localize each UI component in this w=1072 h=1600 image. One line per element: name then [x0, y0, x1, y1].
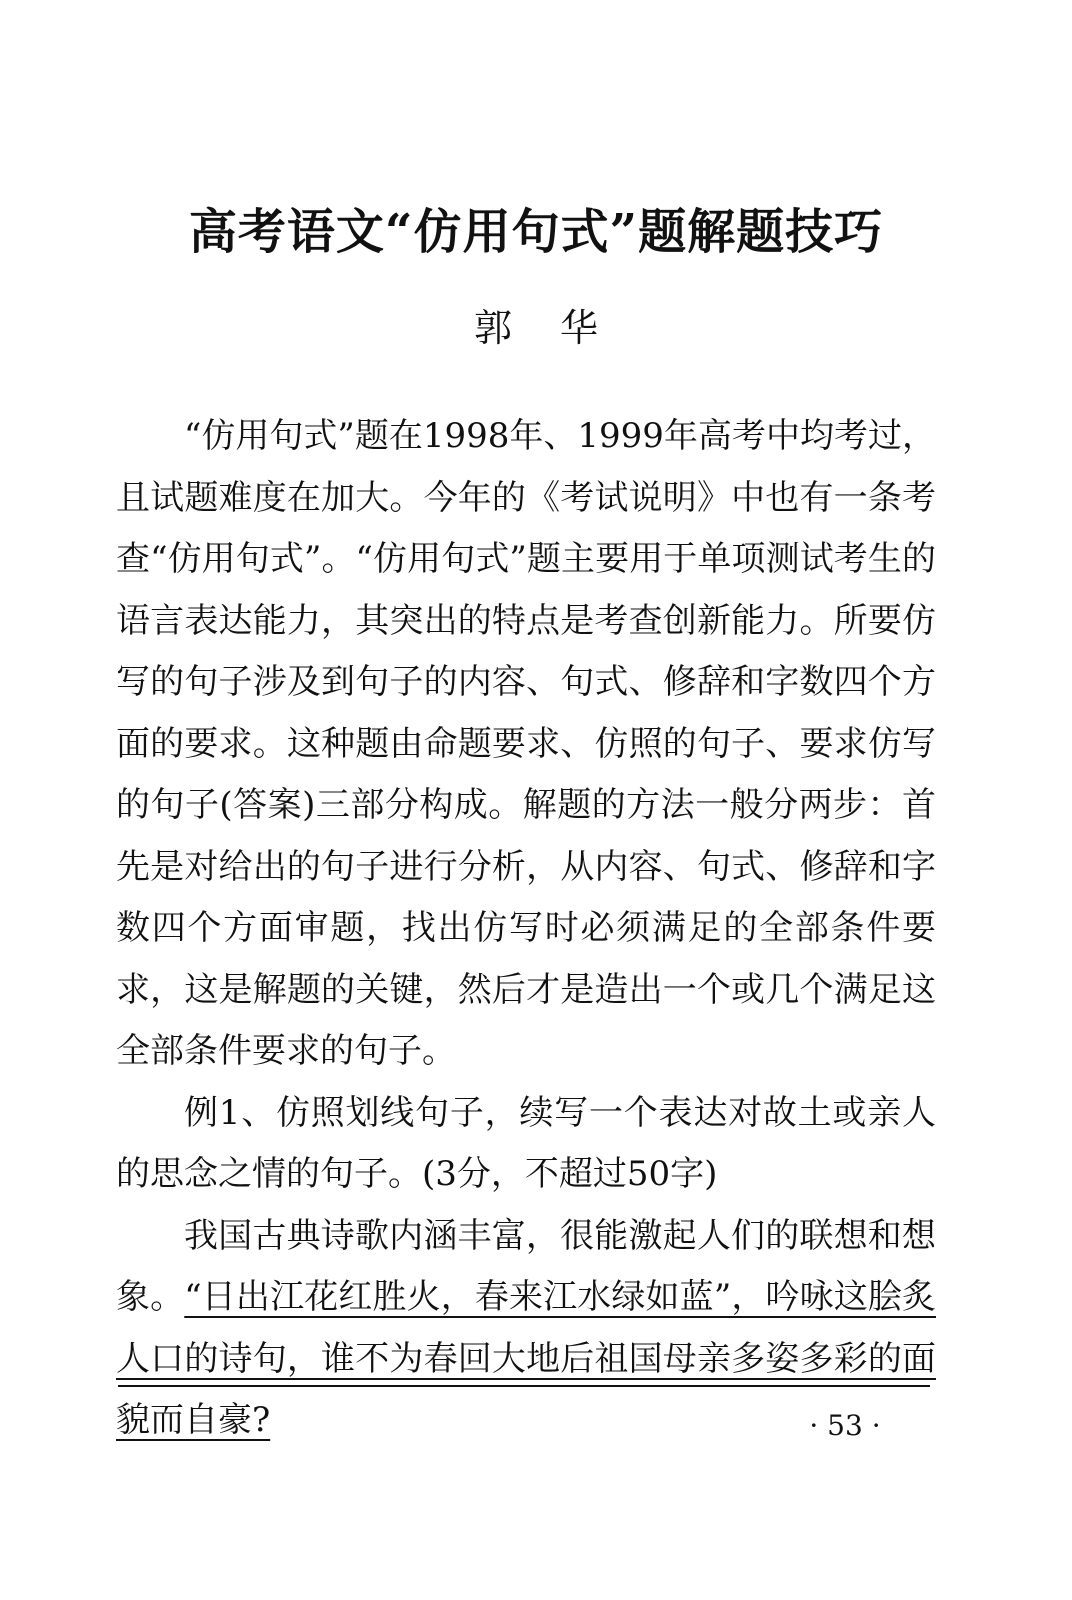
page-number: · 53 · [809, 1409, 881, 1442]
intro-paragraph: “仿用句式”题在1998年、1999年高考中均考过，且试题难度在加大。今年的《考试说明》中也有一条考查“仿用句式”。“仿用句式”题主要用于单项测试考生的语言表达能力，其突出的特点是考查创新能力。所要仿写的句子涉及到句子的内容、句式、修辞和字数四个方面的要求。这种题由命题要求、仿照的句子、要求仿写的句子(答案)三部分构成。解题的方法一般分两步：首先是对给出的句子进行分析，从内容、句式、修辞和字数四个方面审题，找出仿写时必须满足的全部条件要求，这是解题的关键，然后才是造出一个或几个满足这全部条件要求的句子。 [116, 416, 936, 1071]
article-body [116, 406, 936, 1452]
underlined-example-sentence: “日出江花红胜火，春来江水绿如蓝”，吟咏这脍炙人口的诗句，谁不为春回大地后祖国母亲多姿多彩的面貌而自豪? [116, 1277, 937, 1440]
article-author: 郭华 [473, 306, 646, 350]
example-prompt-paragraph: 例1、仿照划线句子，续写一个表达对故土或亲人的思念之情的句子。(3分，不超过50字) [116, 1092, 936, 1194]
article-title: 高考语文“仿用句式”题解题技巧 [188, 204, 884, 260]
example-lead-text: 我国古典诗歌内涵丰富，很能激起人们的联想和想象。 [116, 1215, 936, 1317]
underline-rule [118, 1385, 930, 1387]
